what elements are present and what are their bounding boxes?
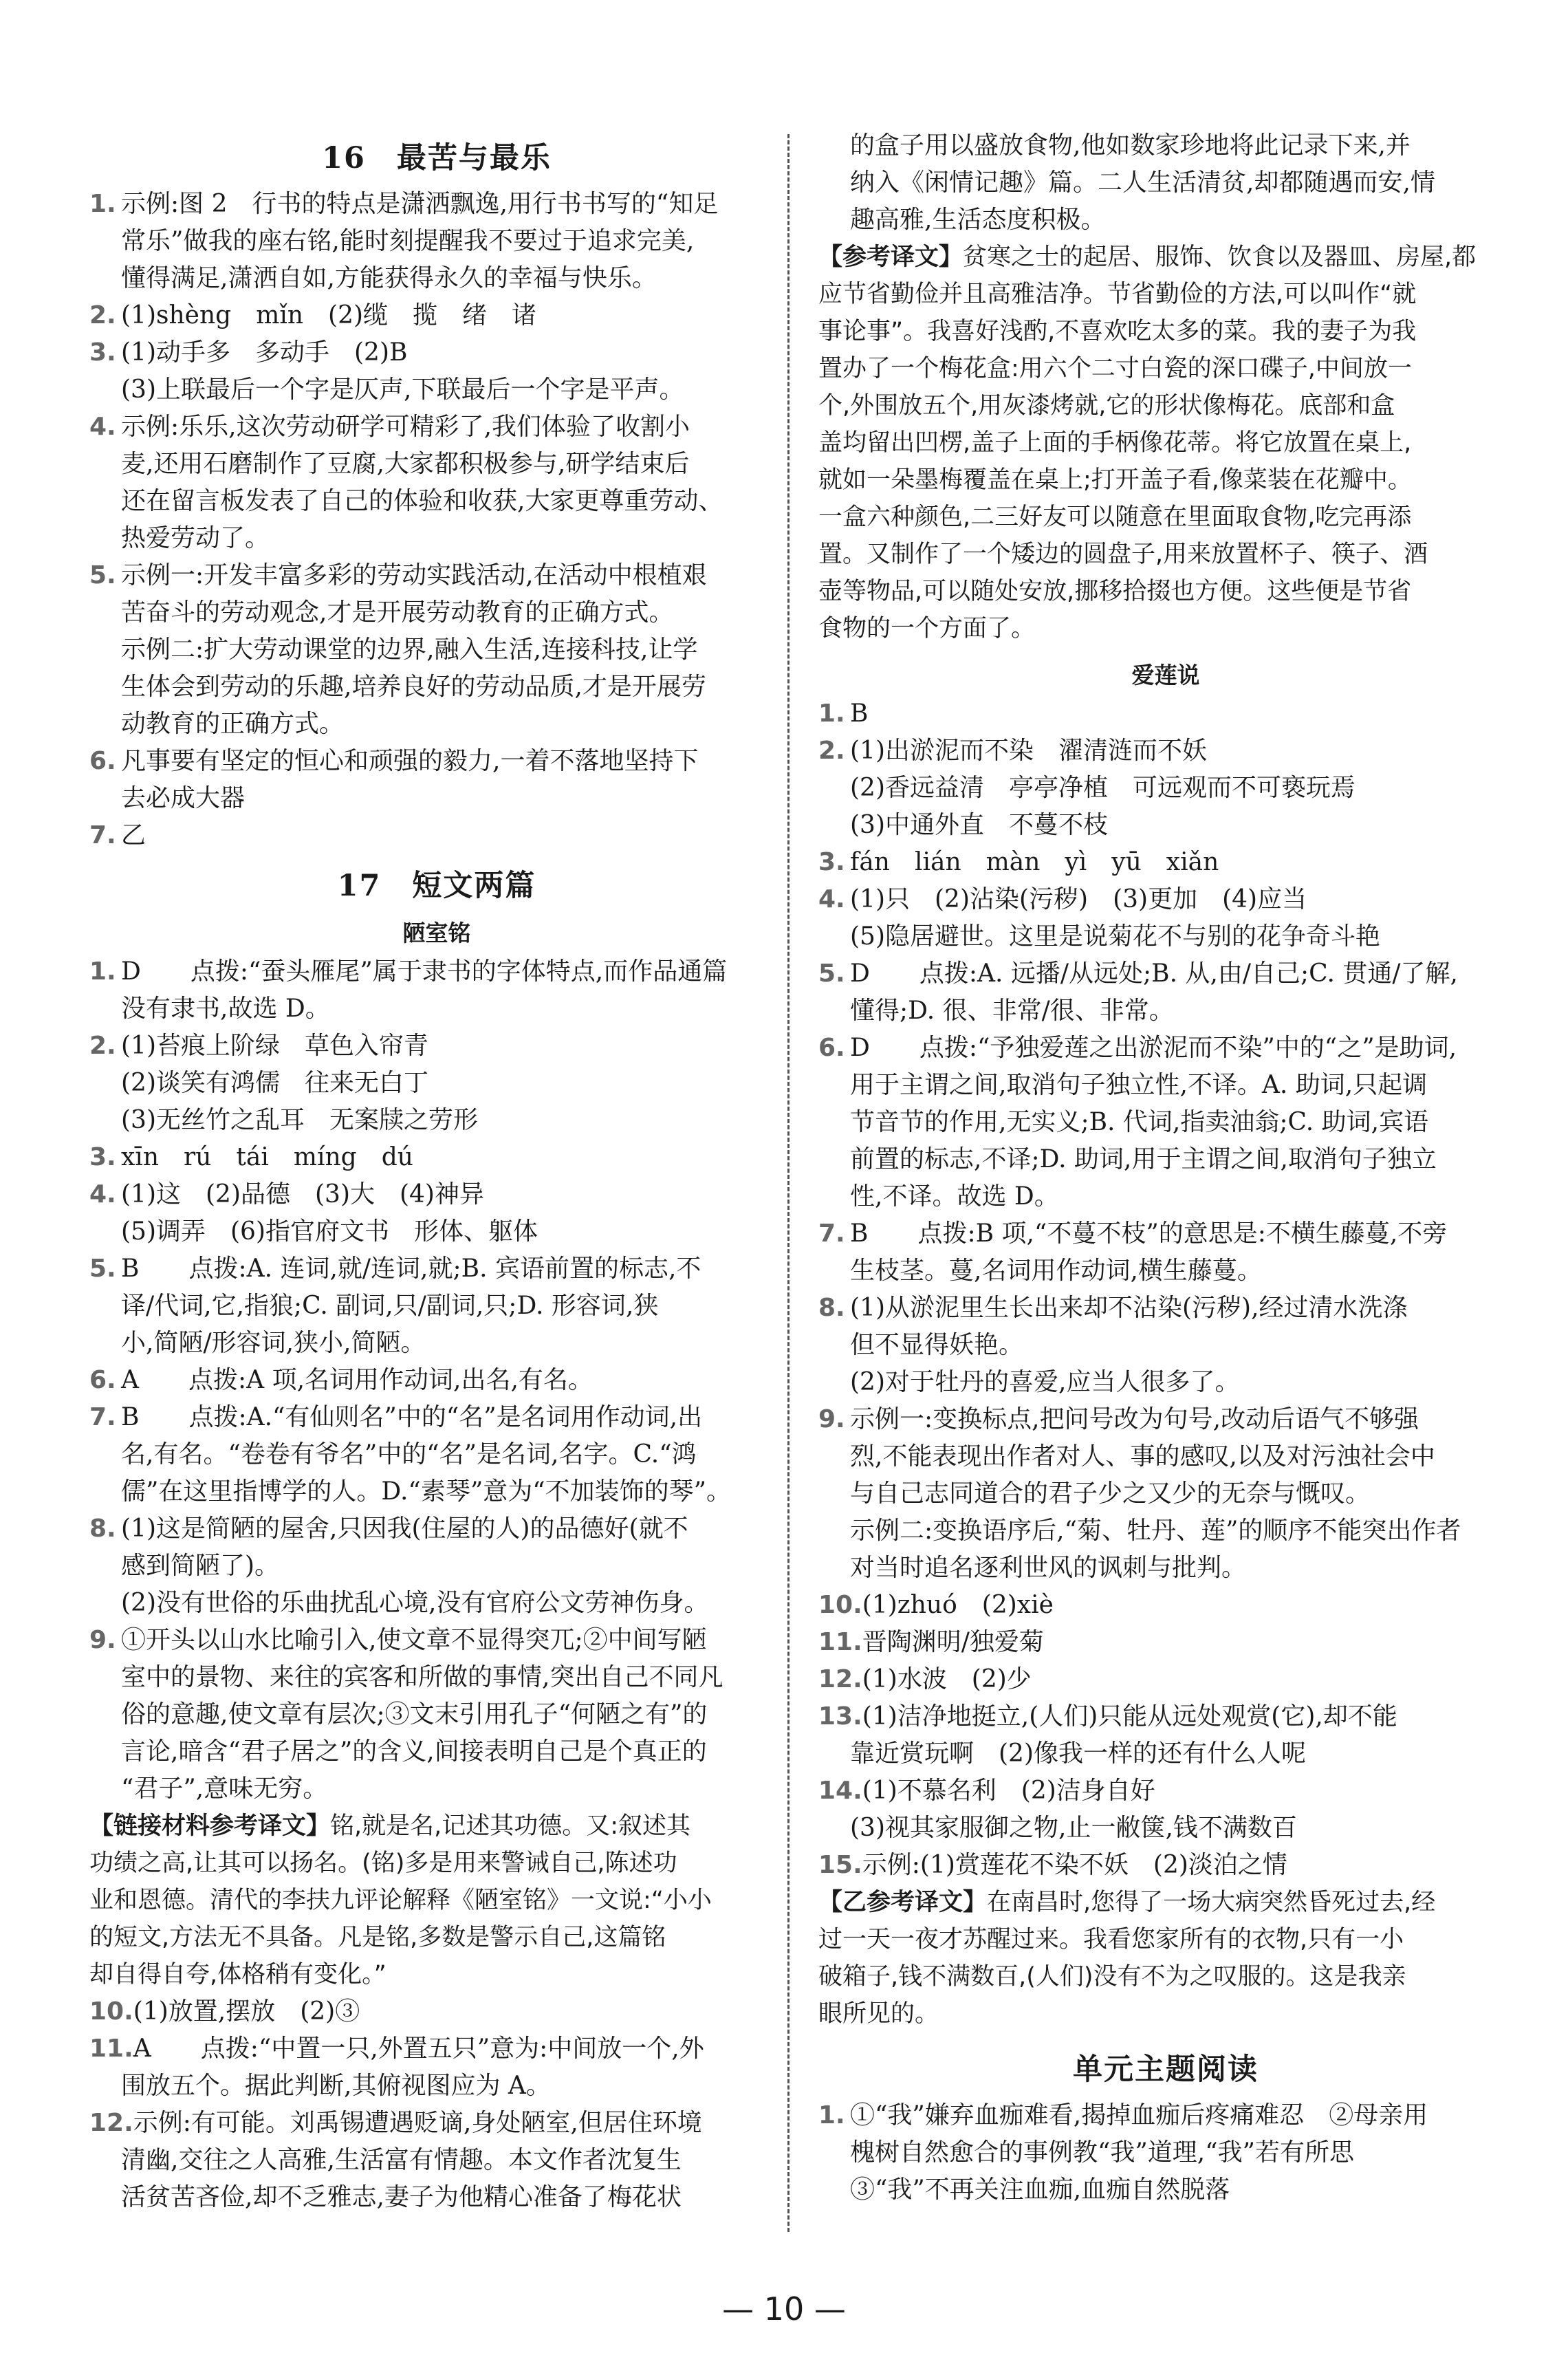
reference-translation-label: 【参考译文】 — [818, 243, 963, 271]
answer-text: 言论,暗含“君子居之”的含义,间接表明自己是个真正的 — [121, 1737, 707, 1766]
answer-line — [818, 1810, 1513, 1847]
link-translation-line: 业和恩德。清代的李扶九评论解释《陋室铭》一文说:“小小 — [89, 1887, 712, 1914]
answer-text: 凡事要有坚定的恒心和顽强的毅力,一着不落地坚持下 — [121, 747, 699, 775]
answer-line — [89, 1362, 784, 1399]
answer-text: ①“我”嫌弃血痂难看,揭掉血痂后疼痛难忍 ②母亲用 — [850, 2101, 1428, 2129]
answer-line — [818, 807, 1513, 844]
answer-text: 示例:图 2 行书的特点是潇洒飘逸,用行书书写的“知足 — [121, 190, 719, 218]
answer-line — [818, 695, 1513, 733]
answer-text: 活贫苦吝俭,却不乏雅志,妻子为他精心准备了梅花状 — [121, 2183, 682, 2211]
question-number: 3. — [818, 848, 845, 876]
answer-text: 室中的景物、来往的宾客和所做的事情,突出自己不同凡 — [121, 1663, 723, 1691]
question-number: 9. — [89, 1626, 116, 1654]
answer-text: (1)从淤泥里生长出来却不沾染(污秽),经过清水洗涤 — [850, 1294, 1408, 1322]
answer-text: 用于主谓之间,取消句子独立性,不译。A. 助词,只起调 — [850, 1071, 1428, 1099]
question-number: 6. — [89, 1366, 116, 1394]
question-number: 4. — [89, 1180, 116, 1208]
answer-text: 麦,还用石磨制作了豆腐,大家都积极参与,研学结束后 — [121, 450, 690, 478]
answer-text: 与自己志同道合的君子少之又少的无奈与慨叹。 — [850, 1479, 1371, 1508]
answer-text: (1)只 (2)沾染(污秽) (3)更加 (4)应当 — [850, 885, 1307, 913]
answer-line — [818, 1141, 1513, 1178]
answer-line — [89, 2179, 784, 2216]
answer-line — [818, 1253, 1513, 1290]
answer-text: (1)水波 (2)少 — [862, 1665, 1032, 1693]
answer-line — [89, 260, 784, 297]
answer-line — [89, 334, 784, 371]
link-translation-line: 【链接材料参考译文】铭,就是名,记述其功德。又:叙述其 — [89, 1812, 691, 1840]
subtitle-ai-lian-shuo: 爱莲说 — [1131, 662, 1200, 688]
answer-line — [818, 1550, 1513, 1587]
answer-text: B — [850, 700, 869, 728]
answers-16 — [89, 186, 784, 854]
answer-line — [818, 2171, 1513, 2209]
answer-line — [818, 1772, 1513, 1810]
answer-text: 示例一:开发丰富多彩的劳动实践活动,在活动中根植艰 — [121, 561, 707, 589]
question-number: 8. — [89, 1515, 116, 1543]
question-number: 3. — [89, 338, 116, 367]
answer-text: 示例二:变换语序后,“菊、牡丹、莲”的顺序不能突出作者 — [850, 1517, 1461, 1545]
question-number: 6. — [89, 747, 116, 775]
question-number: 7. — [89, 821, 116, 849]
answer-line — [89, 1622, 784, 1659]
answer-line — [89, 297, 784, 334]
question-number: 4. — [89, 413, 116, 441]
answer-line — [89, 223, 784, 260]
reference-translation-line: 食物的一个方面了。 — [818, 615, 1036, 642]
question-number: 10. — [89, 1997, 133, 2026]
answer-line — [89, 1139, 784, 1176]
answer-line — [818, 1512, 1513, 1550]
answer-text: (2)谈笑有鸿儒 往来无白丁 — [121, 1069, 428, 1097]
answers-17 — [89, 953, 784, 1808]
answer-line — [818, 1438, 1513, 1475]
answer-line — [89, 1510, 784, 1548]
yi-translation-line: 眼所见的。 — [818, 2000, 939, 2028]
question-number: 15. — [818, 1851, 862, 1879]
answer-text: D 点拨:“蚕头雁尾”属于隶书的字体特点,而作品通篇 — [121, 957, 728, 986]
answer-text: 没有隶书,故选 D。 — [121, 995, 330, 1023]
answer-line — [818, 1735, 1513, 1772]
answer-text: (1)洁净地挺立,(人们)只能从远处观赏(它),却不能 — [862, 1702, 1397, 1731]
reference-translation-line: 就如一朵墨梅覆盖在桌上;打开盖子看,像菜装在花瓣中。 — [818, 466, 1412, 494]
answer-text: (3)无丝竹之乱耳 无案牍之劳形 — [121, 1106, 478, 1134]
answer-text: A 点拨:A 项,名词用作动词,出名,有名。 — [121, 1366, 593, 1394]
answer-text: 乙 — [121, 821, 146, 849]
answer-text: 示例:(1)赏莲花不染不妖 (2)淡泊之情 — [862, 1851, 1287, 1879]
answer-line — [818, 1030, 1513, 1067]
answers-17-continued — [89, 1993, 784, 2216]
answer-text: 清幽,交往之人高雅,生活富有情趣。本文作者沈复生 — [121, 2146, 682, 2174]
question-number: 6. — [818, 1034, 845, 1062]
answer-line — [818, 1364, 1513, 1401]
yi-translation-line: 【乙参考译文】在南昌时,您得了一场大病突然昏死过去,经 — [818, 1889, 1436, 1916]
answers-unit-reading — [818, 2097, 1513, 2209]
answer-line — [89, 1696, 784, 1733]
question-number: 7. — [89, 1403, 116, 1431]
answer-text: (3)中通外直 不蔓不枝 — [850, 811, 1108, 839]
answer-text: (1)shèng mǐn (2)缆 揽 绪 诸 — [121, 301, 537, 329]
answer-text: (5)隐居避世。这里是说菊花不与别的花争奇斗艳 — [850, 922, 1380, 951]
answer-text: fán lián màn yì yū xiǎn — [850, 848, 1219, 876]
reference-translation-line: 置办了一个梅花盒:用六个二寸白瓷的深口碟子,中间放一 — [818, 355, 1412, 382]
answer-text: (2)对于牡丹的喜爱,应当人很多了。 — [850, 1368, 1240, 1396]
question-number: 1. — [89, 957, 116, 986]
answer-text: 性,不译。故选 D。 — [850, 1182, 1059, 1211]
answer-text: (1)zhuó (2)xiè — [862, 1591, 1054, 1619]
answer-text: B 点拨:A. 连词,就/连词,就;B. 宾语前置的标志,不 — [121, 1255, 701, 1283]
answer-line — [89, 557, 784, 594]
answer-line — [818, 1104, 1513, 1141]
answer-line — [818, 1290, 1513, 1327]
answer-line — [89, 1473, 784, 1510]
answer-text: 译/代词,它,指狼;C. 副词,只/副词,只;D. 形容词,狭 — [121, 1292, 659, 1320]
answer-line — [89, 1733, 784, 1770]
yi-translation-line: 过一天一夜才苏醒过来。我看您家所有的衣物,只有一小 — [818, 1926, 1404, 1953]
answer-text: 常乐”做我的座右铭,能时刻提醒我不要过于追求完美, — [121, 227, 695, 255]
reference-translation-line: 【参考译文】贫寒之士的起居、服饰、饮食以及器皿、房屋,都 — [818, 243, 1477, 271]
answer-text: 节音节的作用,无实义;B. 代词,指卖油翁;C. 助词,宾语 — [850, 1108, 1429, 1136]
left-column — [89, 131, 784, 2216]
answer-line — [89, 409, 784, 446]
answer-text: D 点拨:A. 远播/从远处;B. 从,由/自己;C. 贯通/了解, — [850, 959, 1458, 988]
question-number: 9. — [818, 1405, 845, 1433]
reference-translation-line: 盖均留出凹楞,盖子上面的手柄像花蒂。将它放置在桌上, — [818, 429, 1412, 457]
answer-line — [818, 1847, 1513, 1884]
answer-line — [818, 2134, 1513, 2171]
answer-line — [818, 1327, 1513, 1364]
answer-text: “君子”,意味无穷。 — [121, 1775, 328, 1803]
reference-translation-line: 应节省勤俭并且高雅洁净。节省勤俭的方法,可以叫作“就 — [818, 281, 1417, 308]
answer-line — [818, 1475, 1513, 1512]
answer-line — [89, 1770, 784, 1808]
answer-text: 晋陶渊明/独爱菊 — [862, 1628, 1044, 1656]
answer-line — [818, 1067, 1513, 1104]
subtitle-lou-shi-ming: 陋室铭 — [402, 920, 471, 946]
link-translation-line: 功绩之高,让其可以扬名。(铭)多是用来警诫自己,陈述功 — [89, 1850, 677, 1877]
answer-text: (1)放置,摆放 (2)③ — [133, 1997, 360, 2026]
answer-line — [89, 990, 784, 1028]
section-title-unit-reading: 单元主题阅读 — [1073, 2052, 1259, 2087]
answer-text: 俗的意趣,使文章有层次;③文末引用孔子“何陋之有”的 — [121, 1700, 708, 1728]
answer-line — [818, 1661, 1513, 1698]
answer-text: 围放五个。据此判断,其俯视图应为 A。 — [121, 2072, 551, 2100]
answer-text: 感到简陋了)。 — [121, 1552, 280, 1580]
answer-text: 动教育的正确方式。 — [121, 710, 345, 738]
link-translation-label: 【链接材料参考译文】 — [89, 1812, 331, 1840]
answer-line — [89, 1102, 784, 1139]
answer-line — [89, 1065, 784, 1102]
answer-text: ①开头以山水比喻引入,使文章不显得突兀;②中间写陋 — [121, 1626, 707, 1654]
question-number: 13. — [818, 1702, 862, 1731]
answer-line — [89, 817, 784, 854]
section-title-16: 16 最苦与最乐 — [322, 141, 552, 175]
answer-line — [89, 1288, 784, 1325]
answer-text: 生枝茎。蔓,名词用作动词,横生藤蔓。 — [850, 1257, 1262, 1285]
answer-line — [89, 2068, 784, 2105]
yi-translation-line: 破箱子,钱不满数百,(人们)没有不为之叹服的。这是我亲 — [818, 1963, 1406, 1991]
answer-line — [89, 2030, 784, 2068]
answer-text: B 点拨:B 项,“不蔓不枝”的意思是:不横生藤蔓,不旁 — [850, 1219, 1448, 1248]
question-number: 12. — [89, 2109, 133, 2137]
answer-line — [89, 1028, 784, 1065]
reference-translation-line: 个,外围放五个,用灰漆烤就,它的形状像梅花。底部和盒 — [818, 392, 1395, 420]
answer-line — [818, 918, 1513, 955]
question-number: 5. — [89, 561, 116, 589]
answer-text: 示例:乐乐,这次劳动研学可精彩了,我们体验了收割小 — [121, 413, 690, 441]
answer-text: (5)调弄 (6)指官府文书 形体、躯体 — [121, 1217, 538, 1246]
answer-text: 懂得满足,潇洒自如,方能获得永久的幸福与快乐。 — [121, 264, 657, 292]
answer-line — [818, 1178, 1513, 1215]
continued-line: 趣高雅,生活态度积极。 — [850, 206, 1106, 234]
answer-line — [818, 1624, 1513, 1661]
answer-text: (1)这是简陋的屋舍,只因我(住屋的人)的品德好(就不 — [121, 1515, 688, 1543]
answer-text: xīn rú tái míng dú — [121, 1143, 413, 1171]
yi-translation — [818, 1884, 1513, 2032]
answer-line — [89, 2142, 784, 2179]
answer-line — [818, 2097, 1513, 2134]
answer-text: 对当时追名逐利世风的讽刺与批判。 — [850, 1554, 1247, 1582]
answer-line — [818, 881, 1513, 918]
reference-translation-line: 壶等物品,可以随处安放,挪移拾掇也方便。这些便是节省 — [818, 578, 1412, 605]
answer-text: (1)这 (2)品德 (3)大 (4)神异 — [121, 1180, 484, 1208]
answer-line — [818, 770, 1513, 807]
answer-text: 槐树自然愈合的事例教“我”道理,“我”若有所思 — [850, 2138, 1355, 2167]
link-translation-line: 却自得自夸,体格稍有变化。” — [89, 1961, 386, 1988]
answer-text: 但不显得妖艳。 — [850, 1331, 1024, 1359]
answer-text: 儒”在这里指博学的人。D.“素琴”意为“不加装饰的琴”。 — [121, 1477, 732, 1506]
reference-translation-line: 一盒六种颜色,二三好友可以随意在里面取食物,吃完再添 — [818, 503, 1412, 531]
answer-line — [89, 1436, 784, 1473]
answer-line — [818, 1401, 1513, 1438]
question-number: 14. — [818, 1777, 862, 1805]
question-number: 11. — [89, 2035, 133, 2063]
question-number: 1. — [818, 700, 845, 728]
answer-line — [89, 631, 784, 669]
answer-text: (2)香远益清 亭亭净植 可远观而不可亵玩焉 — [850, 774, 1355, 802]
question-number: 2. — [818, 737, 845, 765]
answer-line — [818, 993, 1513, 1030]
question-number: 8. — [818, 1294, 845, 1322]
answer-line — [89, 520, 784, 557]
question-number: 5. — [89, 1255, 116, 1283]
answer-line — [89, 2105, 784, 2142]
answer-text: 热爱劳动了。 — [121, 524, 270, 552]
answer-line — [89, 1250, 784, 1288]
question-number: 5. — [818, 959, 845, 988]
question-number: 2. — [89, 301, 116, 329]
question-number: 2. — [89, 1032, 116, 1060]
answer-text: (3)上联最后一个字是仄声,下联最后一个字是平声。 — [121, 376, 684, 404]
yi-translation-label: 【乙参考译文】 — [818, 1889, 988, 1916]
answer-line — [89, 186, 784, 223]
answer-text: 还在留言板发表了自己的体验和收获,大家更尊重劳动、 — [121, 487, 723, 515]
continued-line: 纳入《闲情记趣》篇。二人生活清贫,却都随遇而安,情 — [850, 169, 1435, 197]
question-number: 4. — [818, 885, 845, 913]
answer-line — [89, 706, 784, 743]
section-title-17: 17 短文两篇 — [337, 869, 536, 903]
answer-line — [89, 594, 784, 631]
answer-line — [89, 743, 784, 780]
answer-line — [89, 1176, 784, 1213]
link-translation — [89, 1808, 784, 1993]
answer-line — [818, 844, 1513, 881]
answer-line — [818, 955, 1513, 993]
answers-ai-lian-shuo — [818, 695, 1513, 1884]
answer-text: ③“我”不再关注血痂,血痂自然脱落 — [850, 2176, 1230, 2204]
answer-line — [89, 1993, 784, 2030]
question-number: 12. — [818, 1665, 862, 1693]
right-column — [818, 127, 1513, 2209]
answer-text: (3)视其家服御之物,止一敝箧,钱不满数百 — [850, 1814, 1297, 1842]
answer-line — [89, 371, 784, 409]
answer-text: (2)没有世俗的乐曲扰乱心境,没有官府公文劳神伤身。 — [121, 1589, 709, 1617]
answer-text: 烈,不能表现出作者对人、事的感叹,以及对污浊社会中 — [850, 1442, 1435, 1471]
answer-text: 示例:有可能。刘禹锡遭遇贬谪,身处陋室,但居住环境 — [133, 2109, 702, 2137]
answer-text: B 点拨:A.“有仙则名”中的“名”是名词用作动词,出 — [121, 1403, 703, 1431]
reference-translation — [818, 239, 1513, 647]
answer-text: (1)苔痕上阶绿 草色入帘青 — [121, 1032, 428, 1060]
question-number: 3. — [89, 1143, 116, 1171]
answer-line — [89, 483, 784, 520]
answer-text: 生体会到劳动的乐趣,培养良好的劳动品质,才是开展劳 — [121, 673, 706, 701]
link-translation-line: 的短文,方法无不具备。凡是铭,多数是警示自己,这篇铭 — [89, 1924, 666, 1951]
reference-translation-line: 事论事”。我喜好浅酌,不喜欢吃太多的菜。我的妻子为我 — [818, 318, 1417, 345]
answer-line — [89, 1548, 784, 1585]
column-divider — [787, 134, 790, 2232]
answer-line — [89, 1585, 784, 1622]
answer-text: 示例二:扩大劳动课堂的边界,融入生活,连接科技,让学 — [121, 636, 698, 664]
answer-line — [89, 780, 784, 817]
question-number: 1. — [818, 2101, 845, 2129]
reference-translation-line: 置。又制作了一个矮边的圆盘子,用来放置杯子、筷子、酒 — [818, 541, 1428, 568]
page-number: — 10 — — [722, 2290, 846, 2328]
answer-text: (1)不慕名利 (2)洁身自好 — [862, 1777, 1155, 1805]
answer-text: 前置的标志,不译;D. 助词,用于主谓之间,取消句子独立 — [850, 1145, 1437, 1173]
answer-line — [89, 1325, 784, 1362]
answer-line — [89, 669, 784, 706]
answer-line — [818, 1587, 1513, 1624]
answer-line — [818, 1215, 1513, 1253]
answer-text: D 点拨:“予独爱莲之出淤泥而不染”中的“之”是助词, — [850, 1034, 1457, 1062]
answer-text: A 点拨:“中置一只,外置五只”意为:中间放一个,外 — [133, 2035, 704, 2063]
answer-text: 小,简陋/形容词,狭小,简陋。 — [121, 1329, 426, 1357]
question-number: 10. — [818, 1591, 862, 1619]
answer-line — [89, 446, 784, 483]
answer-line — [89, 1213, 784, 1250]
answer-text: 示例一:变换标点,把问号改为句号,改动后语气不够强 — [850, 1405, 1419, 1433]
answer-line — [89, 1659, 784, 1696]
answer-line — [89, 953, 784, 990]
answer-text: (1)动手多 多动手 (2)B — [121, 338, 408, 367]
answer-line — [89, 1399, 784, 1436]
question-number: 7. — [818, 1219, 845, 1248]
answer-text: (1)出淤泥而不染 濯清涟而不妖 — [850, 737, 1207, 765]
answer-text: 名,有名。“卷卷有爷名”中的“名”是名词,名字。C.“鸿 — [121, 1440, 697, 1468]
answer-line — [818, 733, 1513, 770]
answer-line — [818, 1698, 1513, 1735]
answer-text: 苦奋斗的劳动观念,才是开展劳动教育的正确方式。 — [121, 598, 674, 627]
answer-text: 去必成大器 — [121, 784, 246, 812]
continued-line: 的盒子用以盛放食物,他如数家珍地将此记录下来,并 — [850, 131, 1411, 160]
question-number: 11. — [818, 1628, 862, 1656]
answer-text: 懂得;D. 很、非常/很、非常。 — [850, 997, 1174, 1025]
answer-text: 靠近赏玩啊 (2)像我一样的还有什么人呢 — [850, 1739, 1306, 1768]
question-number: 1. — [89, 190, 116, 218]
